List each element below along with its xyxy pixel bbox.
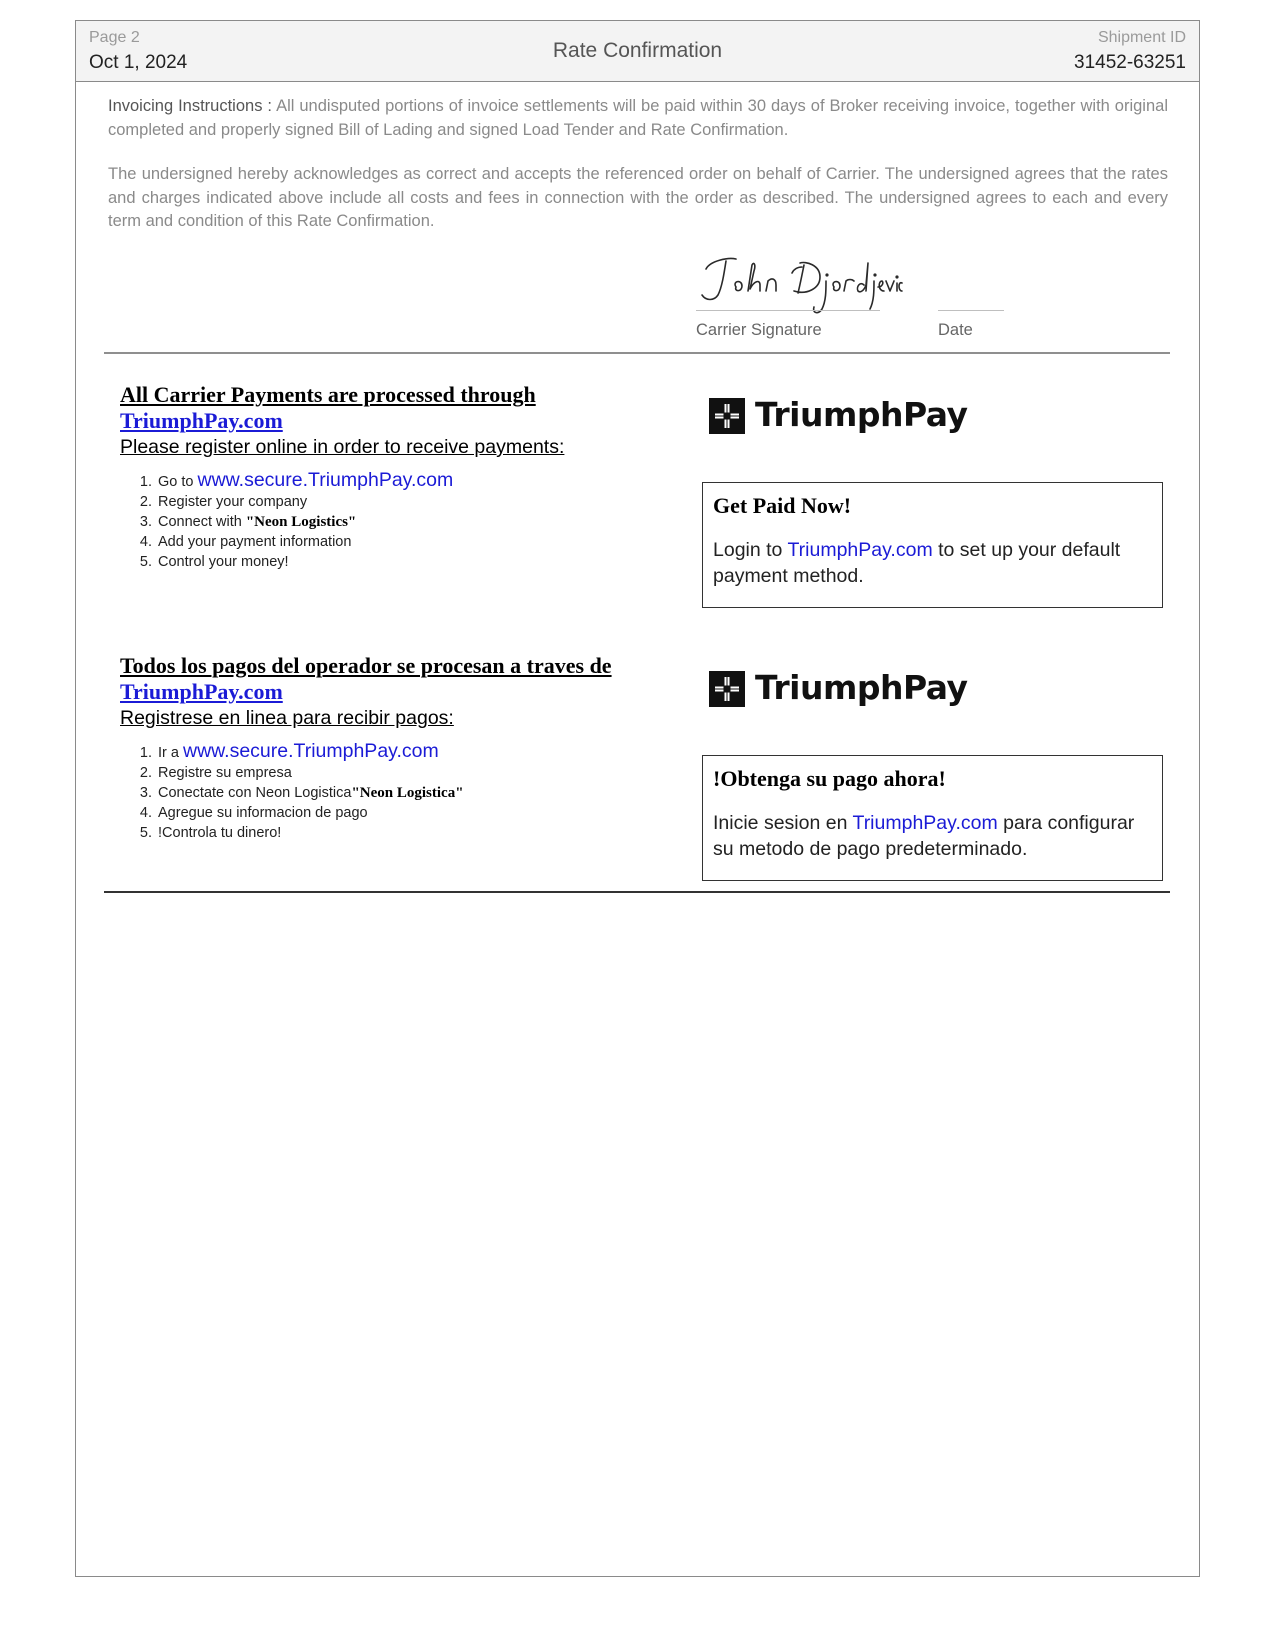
get-paid-text <box>713 537 1152 589</box>
document-title: Rate Confirmation <box>552 39 723 62</box>
document-date: Oct 1, 2024 <box>89 52 188 73</box>
shipment-id-label: Shipment ID <box>1097 29 1186 46</box>
page-header <box>76 21 1199 82</box>
invoicing-instructions <box>108 95 1168 142</box>
list-item: 5. Control your money! <box>156 552 680 572</box>
company-name: "Neon Logistica" <box>351 785 464 801</box>
english-steps-list <box>120 470 680 572</box>
carrier-signature-label: Carrier Signature <box>696 321 822 339</box>
triumphpay-link[interactable]: TriumphPay.com <box>787 539 933 561</box>
spanish-register-text: Registrese en linea para recibir pagos: <box>120 707 454 729</box>
obtenga-pago-box <box>702 755 1163 881</box>
triumphpay-wordmark: TriumphPay <box>755 668 968 707</box>
spanish-heading: Todos los pagos del operador se procesan a traves de <box>120 653 612 678</box>
spanish-payment-section <box>120 653 680 843</box>
spanish-heading-link[interactable]: TriumphPay.com <box>120 679 283 704</box>
shipment-id: 31452-63251 <box>1074 52 1186 73</box>
date-label: Date <box>938 321 973 339</box>
triumphpay-logo <box>709 668 968 709</box>
list-item: 5. !Controla tu dinero! <box>156 823 680 843</box>
section-divider <box>104 352 1170 354</box>
secure-triumphpay-link[interactable]: www.secure.TriumphPay.com <box>182 740 439 762</box>
english-payment-section <box>120 382 680 572</box>
obtenga-pago-text <box>713 810 1152 862</box>
list-item: 2. Registre su empresa <box>156 763 680 783</box>
get-paid-box <box>702 482 1163 608</box>
invoicing-label: Invoicing Instructions : <box>108 97 273 115</box>
box-text: Login to <box>713 539 783 561</box>
list-item: 4. Add your payment information <box>156 532 680 552</box>
step-text: Connect with <box>158 514 242 530</box>
list-item <box>156 741 680 763</box>
company-name: "Neon Logistics" <box>245 514 357 530</box>
step-text: Go to <box>158 474 194 490</box>
signature-line <box>696 310 880 311</box>
english-heading-link[interactable]: TriumphPay.com <box>120 408 283 433</box>
list-item: 4. Agregue su informacion de pago <box>156 803 680 823</box>
list-item: 2. Register your company <box>156 492 680 512</box>
date-line <box>938 310 1004 311</box>
triumphpay-mark-icon <box>709 398 745 434</box>
get-paid-heading: Get Paid Now! <box>713 493 852 518</box>
handwritten-signature <box>688 239 903 319</box>
triumphpay-logo <box>709 395 968 436</box>
list-item <box>156 470 680 492</box>
triumphpay-mark-icon <box>709 671 745 707</box>
triumphpay-link[interactable]: TriumphPay.com <box>852 812 998 834</box>
triumphpay-wordmark: TriumphPay <box>755 395 968 434</box>
list-item <box>156 512 680 532</box>
step-text: Ir a <box>158 745 179 761</box>
page-number: Page 2 <box>89 29 140 46</box>
list-item <box>156 783 680 803</box>
document-page <box>75 20 1200 1577</box>
english-heading: All Carrier Payments are processed through <box>120 382 536 407</box>
invoicing-text: All undisputed portions of invoice settlements will be paid within 30 days of Broker receiving invoice, together with original completed and properly signed Bill of Lading and signed Load Tender and Rate Confirmation. <box>108 97 1168 139</box>
secure-triumphpay-link[interactable]: www.secure.TriumphPay.com <box>197 469 454 491</box>
section-divider <box>104 891 1170 893</box>
english-register-text: Please register online in order to receive payments: <box>120 436 565 458</box>
box-text: to set up your default payment method. <box>713 539 1121 587</box>
spanish-steps-list <box>120 741 680 843</box>
box-text: para configurar su metodo de pago predeterminado. <box>713 812 1135 860</box>
obtenga-pago-heading: !Obtenga su pago ahora! <box>713 766 946 791</box>
acknowledgement-text: The undersigned hereby acknowledges as correct and accepts the referenced order on behalf of Carrier. The undersigned agrees that the rates and charges indicated above include all costs and fees in connection with the order as described. The undersigned agrees to each and every term and condition of this Rate Confirmation. <box>108 165 1168 230</box>
step-text: Conectate con Neon Logistica <box>158 785 352 801</box>
box-text: Inicie sesion en <box>713 812 848 834</box>
